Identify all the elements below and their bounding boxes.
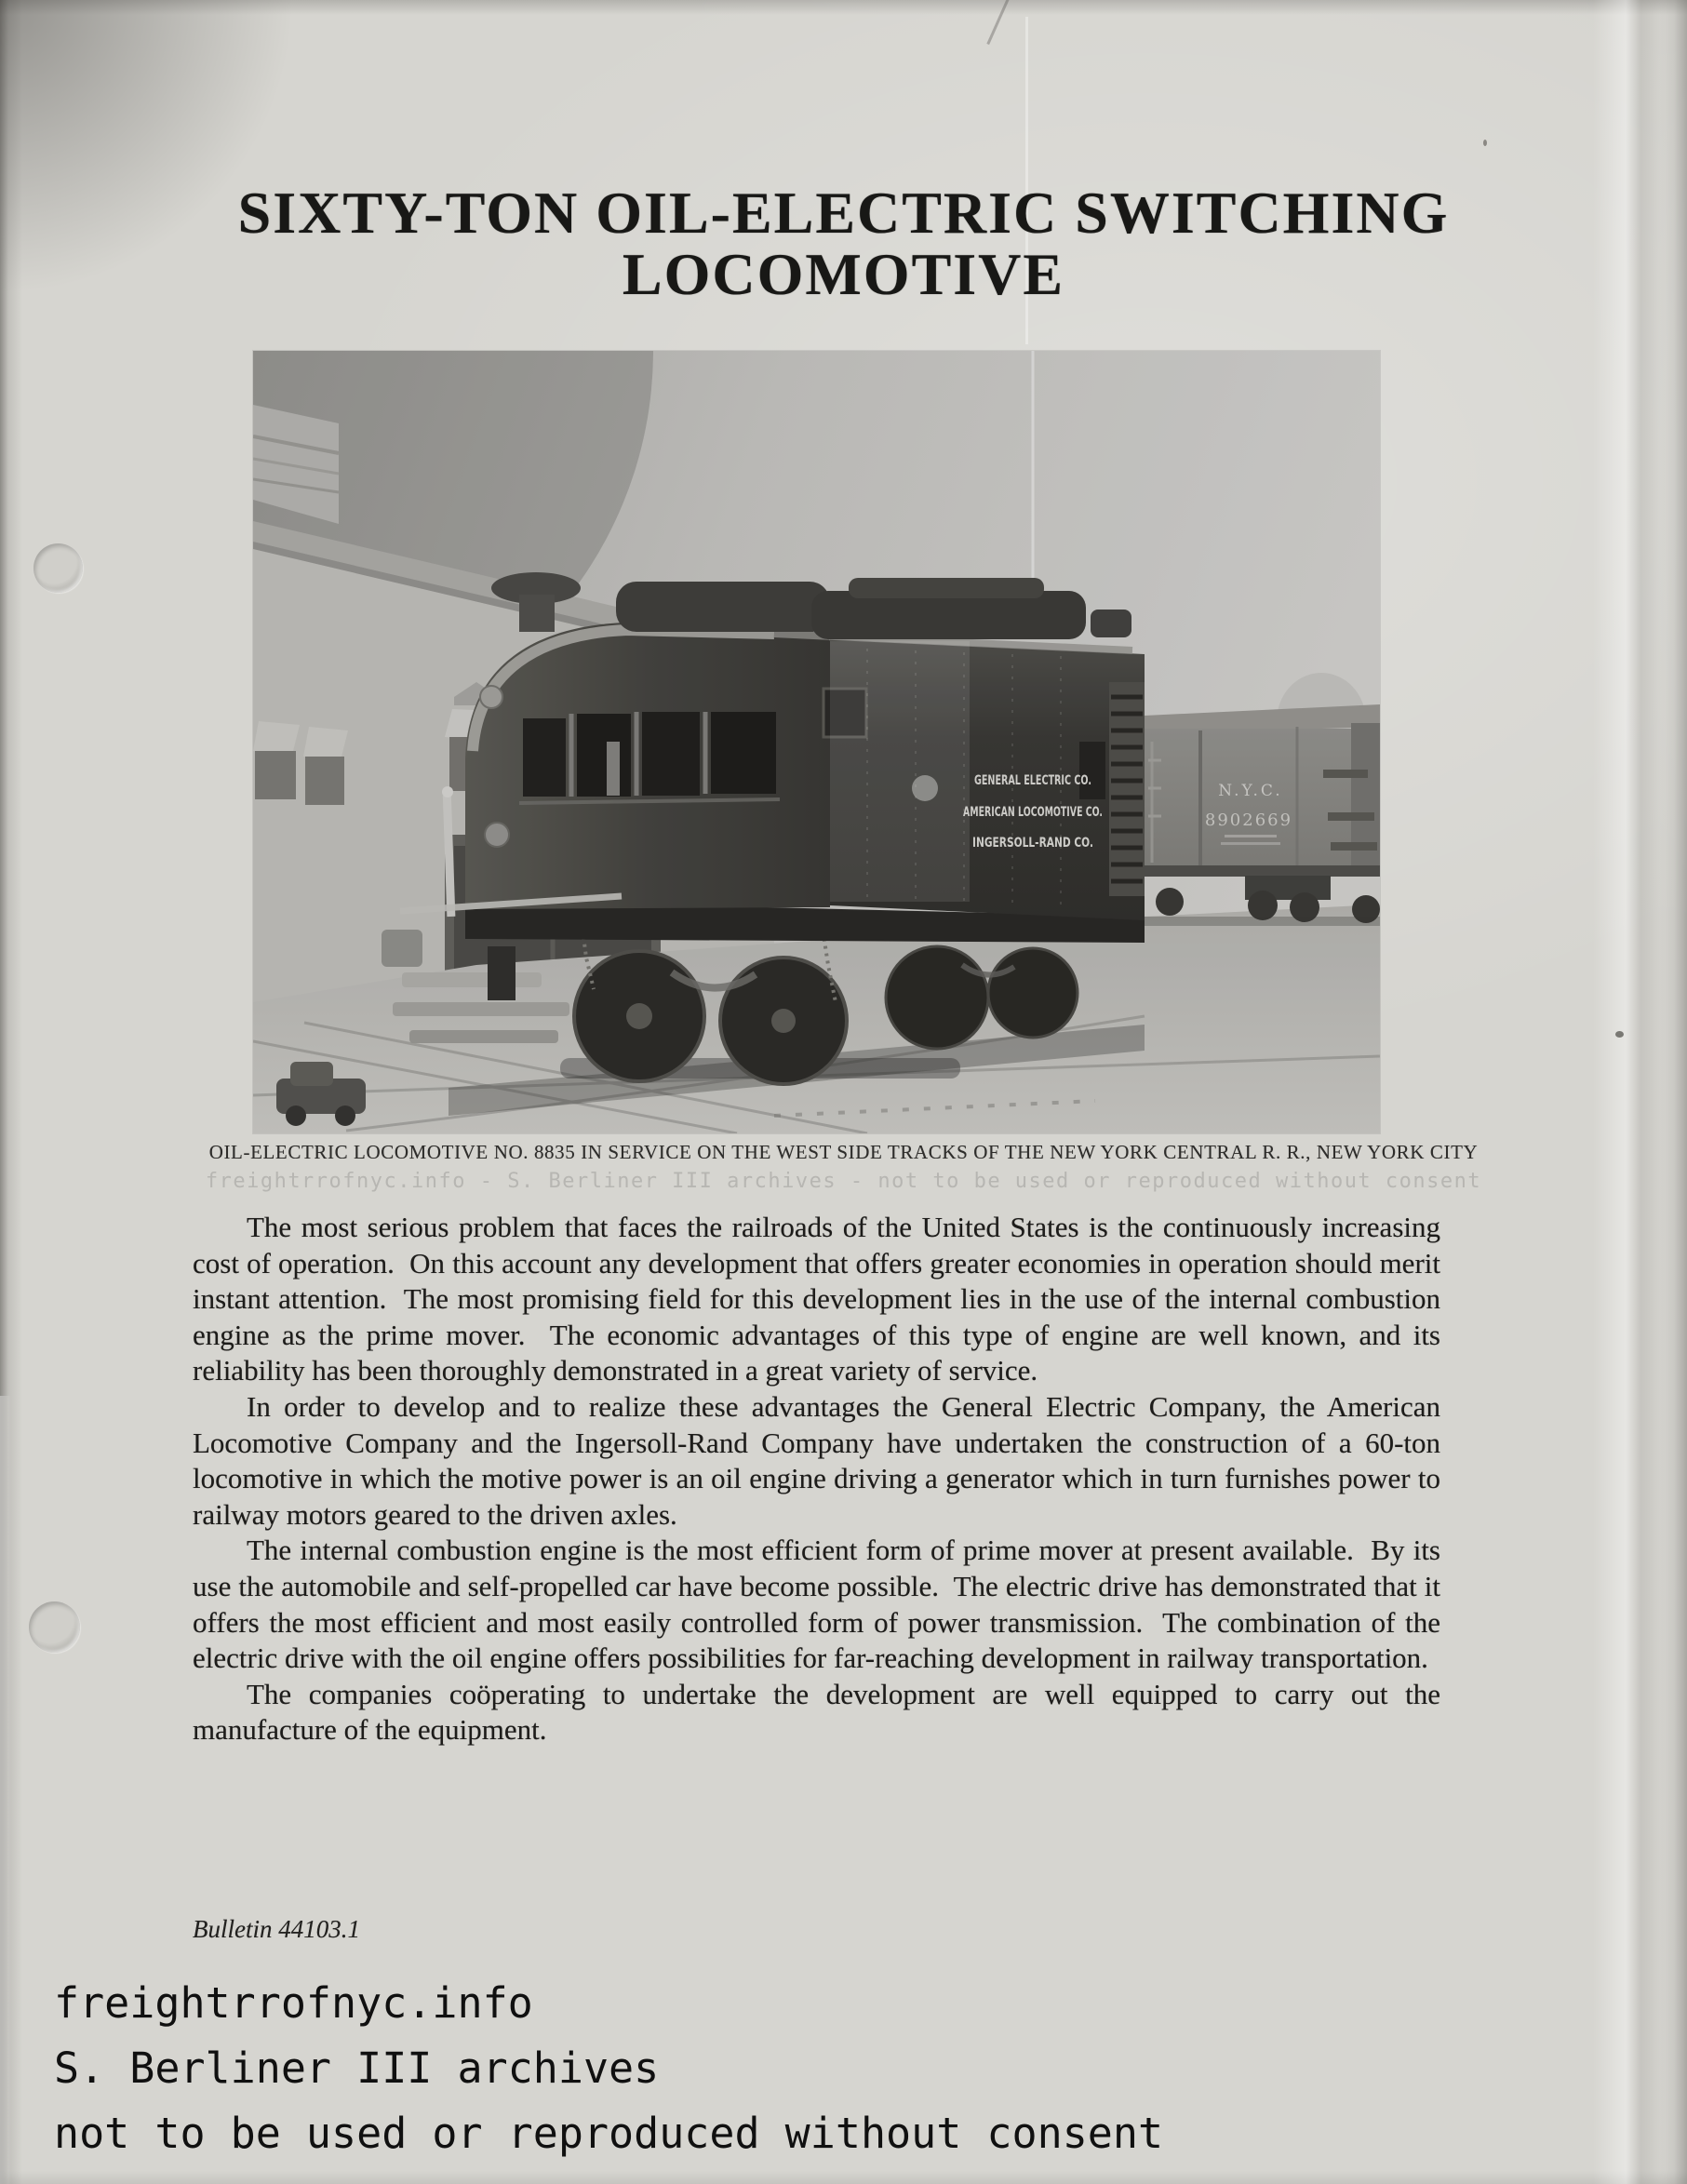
archive-stamp	[54, 1971, 1450, 2166]
body-text	[193, 1210, 1448, 1749]
locomotive-photo	[253, 351, 1380, 1133]
paragraph-2: In order to develop and to realize these advantages the General Electric Company, the American Locomotive Company and the Ingersoll-Rand Company have undertaken the construction of a 60-ton locomotive in which the motive power is an oil engine driving a generator which in turn furnishes power to railway motors geared to the driven axles.	[193, 1389, 1448, 1531]
photo-watermark: freightrrofnyc.info - S. Berliner III archives - not to be used or reproduced without consent	[205, 1170, 1482, 1193]
bulletin-number: Bulletin 44103.1	[193, 1915, 360, 1943]
stamp-line-3: not to be used or reproduced without consent	[54, 2109, 1164, 2158]
paragraph-3: The internal combustion engine is the most efficient form of prime mover at present available. By its use the automobile and self-propelled car have become possible. The electric drive has demonstrated that it offers the most efficient and most easily controlled form of power transmission. The combination of the electric drive with the oil engine offers possibilities for far-reaching development in railway transportation.	[193, 1534, 1448, 1675]
paper-edge-left	[0, 1396, 11, 2184]
title-line-1: SIXTY-TON OIL-ELECTRIC SWITCHING	[237, 180, 1450, 246]
hole-punch-bottom	[29, 1601, 80, 1653]
stamp-line-2: S. Berliner III archives	[54, 2043, 660, 2093]
locomotive-photo-art	[253, 351, 1380, 1133]
paragraph-4: The companies coöperating to undertake the development are well equipped to carry out the manufacture of the equipment.	[193, 1677, 1448, 1747]
hole-punch-top	[33, 543, 83, 593]
title-line-2: LOCOMOTIVE	[622, 241, 1065, 307]
paper-crease-right	[1593, 0, 1666, 2184]
photo-caption: OIL-ELECTRIC LOCOMOTIVE NO. 8835 IN SERVICE ON THE WEST SIDE TRACKS OF THE NEW YORK CENTRAL R. R., NEW YORK CITY	[208, 1141, 1479, 1163]
page-title	[0, 182, 1687, 305]
paper-speck	[1483, 140, 1487, 146]
stamp-line-1: freightrrofnyc.info	[54, 1978, 533, 2028]
paper-crease-top	[986, 0, 1011, 45]
photo-tone	[253, 351, 1380, 1133]
paragraph-1: The most serious problem that faces the railroads of the United States is the continuously increasing cost of operation. On this account any development that offers greater economies in operation should merit instant attention. The most promising field for this development lies in the use of the internal combustion engine as the prime mover. The economic advantages of this type of engine are well known, and its reliability has been thoroughly demonstrated in a great variety of service.	[193, 1211, 1448, 1387]
paper-speck	[1615, 1031, 1624, 1038]
